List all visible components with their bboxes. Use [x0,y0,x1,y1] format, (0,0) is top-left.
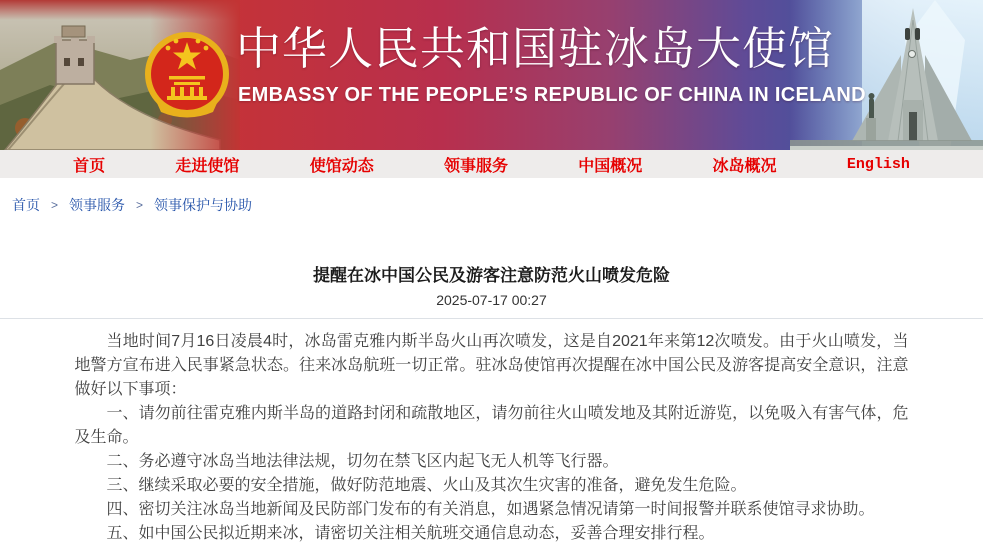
breadcrumb [12,195,983,215]
breadcrumb-link[interactable]: 首页 [12,197,40,213]
article-paragraph: 五、如中国公民拟近期来冰，请密切关注相关航班交通信息动态，妥善合理安排行程。 [106,525,715,542]
nav-item[interactable]: 中国概况 [578,157,643,175]
article-paragraph: 三、继续采取必要的安全措施，做好防范地震、火山及其次生灾害的准备，避免发生危险。 [106,477,747,494]
breadcrumb-link[interactable]: 领事保护与协助 [154,197,253,213]
article-paragraph: 四、密切关注冰岛当地新闻及民防部门发布的有关消息，如遇紧急情况请第一时间报警并联系使馆寻求协助。 [106,501,875,518]
nav-item[interactable]: 走进使馆 [175,157,240,175]
site-subtitle: EMBASSY OF THE PEOPLE’S REPUBLIC OF CHINA IN ICELAND [238,84,866,106]
site-title: 中华人民共和国驻冰岛大使馆 [236,22,835,75]
header-banner [0,0,983,150]
nav-item[interactable]: English [846,155,910,173]
article-paragraph: 一、请勿前往雷克雅内斯半岛的道路封闭和疏散地区，请勿前往火山喷发地及其附近游览，以免吸入有害气体，危及生命。 [74,405,909,446]
breadcrumb-separator: > [136,198,144,212]
nav-item[interactable]: 首页 [73,157,106,175]
nav-item[interactable]: 冰岛概况 [712,157,777,175]
article-paragraph: 当地时间7月16日凌晨4时，冰岛雷克雅内斯半岛火山再次喷发，这是自2021年来第12次喷发。由于火山喷发，当地警方宣布进入民事紧急状态。往来冰岛航班一切正常。驻冰岛使馆再次提醒在冰中国公民及游客提高安全意识，注意做好以下事项： [74,333,909,398]
nav-item[interactable]: 领事服务 [443,157,508,175]
article-date: 2025-07-17 00:27 [436,292,547,308]
article-paragraph: 二、务必遵守冰岛当地法律法规，切勿在禁飞区内起飞无人机等飞行器。 [106,453,619,470]
article-body [75,330,909,546]
title-divider [0,318,983,319]
nav-item[interactable]: 使馆动态 [309,157,374,175]
breadcrumb-separator: > [51,198,59,212]
breadcrumb-link[interactable]: 领事服务 [69,197,126,213]
article-title: 提醒在冰中国公民及游客注意防范火山喷发危险 [313,266,670,285]
main-nav [0,150,983,178]
